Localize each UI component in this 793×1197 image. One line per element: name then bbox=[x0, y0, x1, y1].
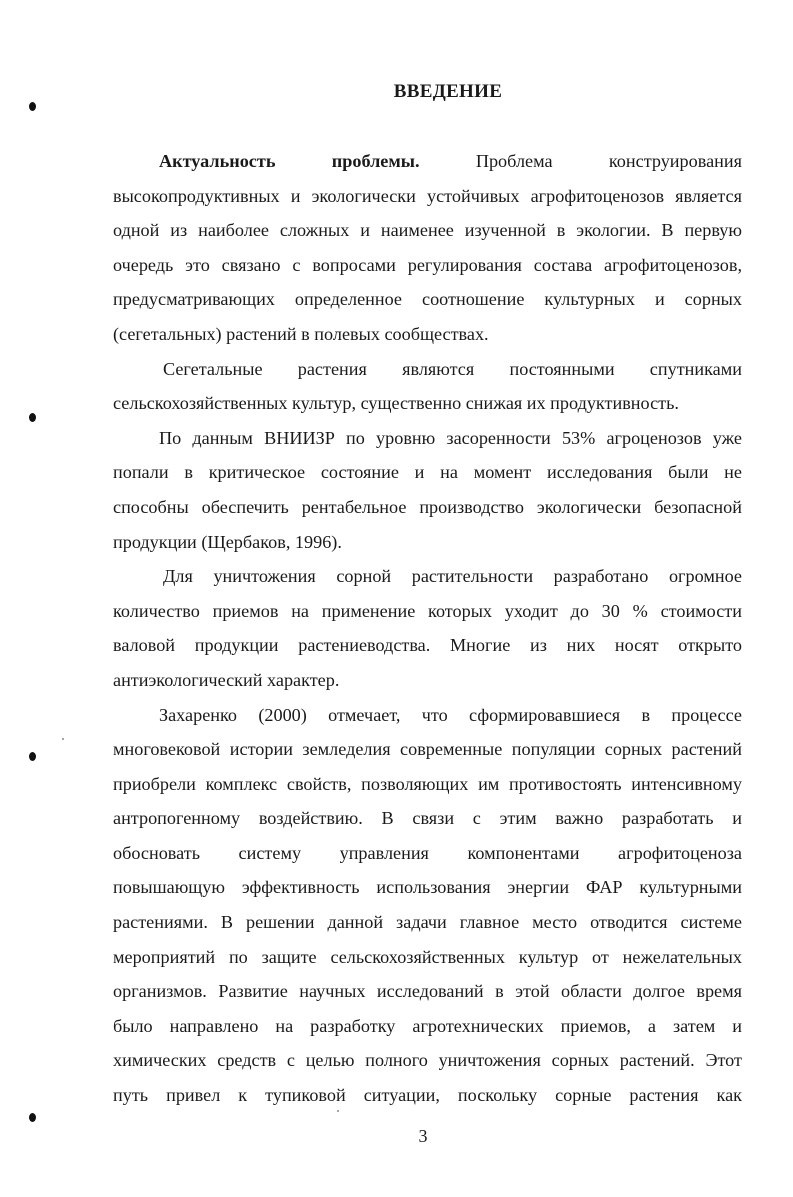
text-line: одной из наиболее сложных и наименее изученной в экологии. В первую bbox=[113, 220, 742, 241]
text-line: обосновать систему управления компонентами агрофитоценоза bbox=[113, 842, 742, 863]
text-line: предусматривающих определенное соотношение культурных и сорных bbox=[113, 289, 742, 310]
text-line: Сегетальные растения являются постоянными спутниками bbox=[163, 358, 742, 379]
text-line: растениями. В решении данной задачи главное место отводится системе bbox=[113, 912, 742, 933]
scan-speck bbox=[62, 738, 64, 740]
text-line: продукции (Щербаков, 1996). bbox=[113, 531, 342, 552]
text-line: многовековой истории земледелия современные популяции сорных растений bbox=[113, 739, 742, 760]
binding-hole-mark bbox=[29, 102, 36, 111]
text-line: антиэкологический характер. bbox=[113, 669, 340, 690]
text-line: повышающую эффективность использования энергии ФАР культурными bbox=[113, 877, 742, 898]
text-line: путь привел к тупиковой ситуации, поскольку сорные растения как bbox=[113, 1085, 742, 1106]
text-line bbox=[113, 144, 742, 179]
body-text bbox=[113, 144, 742, 1113]
text-line: количество приемов на применение которых уходит до 30 % стоимости bbox=[113, 600, 742, 621]
text-line: попали в критическое состояние и на момент исследования были не bbox=[113, 462, 742, 483]
text-line: сельскохозяйственных культур, существенно снижая их продуктивность. bbox=[113, 393, 679, 414]
binding-hole-mark bbox=[29, 752, 36, 761]
binding-hole-mark bbox=[29, 413, 36, 422]
text-line: валовой продукции растениеводства. Многие из них носят открыто bbox=[113, 635, 742, 656]
text-line: организмов. Развитие научных исследований в этой области долгое время bbox=[113, 981, 742, 1002]
text-line: По данным ВНИИЗР по уровню засоренности 53% агроценозов уже bbox=[159, 427, 742, 448]
text-line: Захаренко (2000) отмечает, что сформировавшиеся в процессе bbox=[159, 704, 742, 725]
text-line: химических средств с целью полного уничтожения сорных растений. Этот bbox=[113, 1050, 742, 1071]
text-fragment: Проблема конструирования bbox=[475, 151, 742, 171]
section-heading: Актуальность проблемы. bbox=[159, 151, 420, 171]
text-line: высокопродуктивных и экологически устойчивых агрофитоценозов является bbox=[113, 185, 742, 206]
text-line: (сегетальных) растений в полевых сообществах. bbox=[113, 323, 489, 344]
text-line: способны обеспечить рентабельное производство экологически безопасной bbox=[113, 496, 742, 517]
text-line: мероприятий по защите сельскохозяйственных культур от нежелательных bbox=[113, 946, 742, 967]
text-line: Для уничтожения сорной растительности разработано огромное bbox=[163, 566, 742, 587]
binding-hole-mark bbox=[29, 1113, 36, 1122]
page-number: 3 bbox=[418, 1126, 428, 1146]
text-line: очередь это связано с вопросами регулирования состава агрофитоценозов, bbox=[113, 254, 742, 275]
text-line: антропогенному воздействию. В связи с этим важно разработать и bbox=[113, 808, 742, 829]
text-line: приобрели комплекс свойств, позволяющих им противостоять интенсивному bbox=[113, 773, 742, 794]
text-line: было направлено на разработку агротехнических приемов, а затем и bbox=[113, 1015, 742, 1036]
page-title: ВВЕДЕНИЕ bbox=[393, 81, 503, 102]
